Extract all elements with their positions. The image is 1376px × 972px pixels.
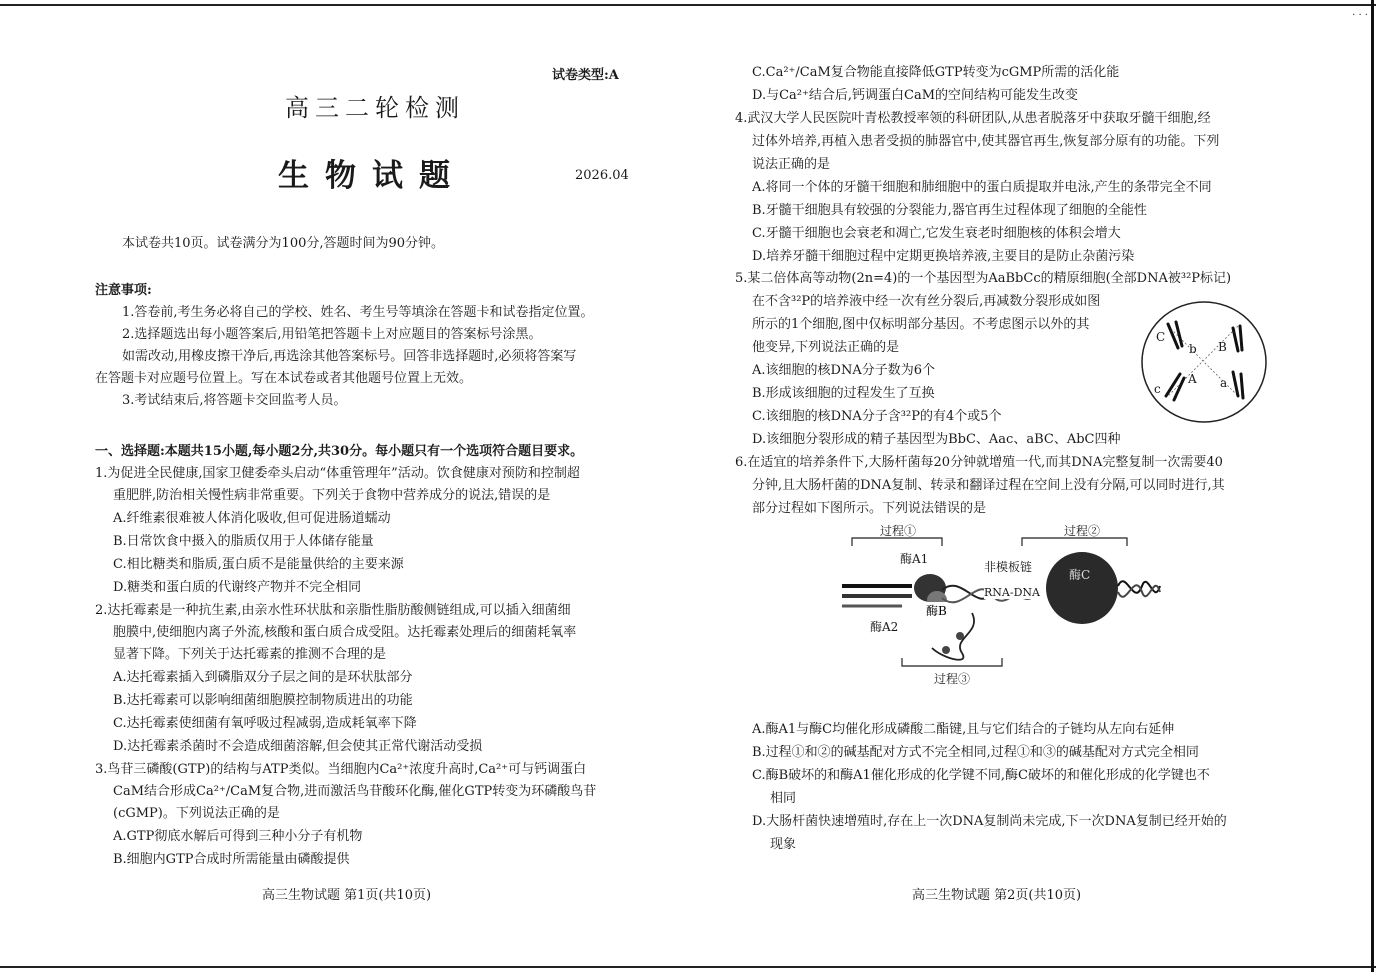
q5-option: B.形成该细胞的过程发生了互换 <box>752 386 935 401</box>
q2-stem: 2.达托霉素是一种抗生素,由亲水性环状肽和亲脂性脂肪酸侧链组成,可以插入细菌细 <box>95 603 571 618</box>
chromosome-group <box>1166 322 1243 400</box>
q4-option: A.将同一个体的牙髓干细胞和肺细胞中的蛋白质提取并电泳,产生的条带完全不同 <box>752 180 1212 195</box>
cell-membrane <box>1142 302 1266 422</box>
gene-label: a <box>1220 376 1228 390</box>
q2-option: D.达托霉素杀菌时不会造成细菌溶解,但会使其正常代谢活动受损 <box>113 739 483 754</box>
q4-stem: 过体外培养,再植入患者受损的肺器官中,使其器官再生,恢复部分原有的功能。下列 <box>752 134 1220 149</box>
q6-option: D.大肠杆菌快速增殖时,存在上一次DNA复制尚未完成,下一次DNA复制已经开始的 <box>752 814 1227 829</box>
q2-option: C.达托霉素使细菌有氧呼吸过程减弱,造成耗氧率下降 <box>113 716 417 731</box>
replication-svg <box>842 518 1162 688</box>
q1-option: D.糖类和蛋白质的代谢终产物并不完全相同 <box>113 580 362 595</box>
q5-stem: 所示的1个细胞,图中仅标明部分基因。不考虑图示以外的其 <box>752 317 1090 332</box>
q1-option: C.相比糖类和脂质,蛋白质不是能量供给的主要来源 <box>113 557 404 572</box>
notes-line: 2.选择题选出每小题答案后,用铅笔把答题卡上对应题目的答案标号涂黑。 <box>122 327 542 342</box>
gene-label: A <box>1188 372 1197 386</box>
q3-option: C.Ca²⁺/CaM复合物能直接降低GTP转变为cGMP所需的活化能 <box>752 65 1120 80</box>
q5-option: A.该细胞的核DNA分子数为6个 <box>752 363 935 378</box>
process2-label: 过程② <box>1064 524 1101 538</box>
gene-label: C <box>1156 330 1166 344</box>
process1-bracket <box>852 538 942 546</box>
gene-label: b <box>1189 342 1197 356</box>
q6-option: 现象 <box>770 837 797 852</box>
gene-label: B <box>1218 340 1227 354</box>
q5-option: C.该细胞的核DNA分子含³²P的有4个或5个 <box>752 409 1002 424</box>
q2-option: B.达托霉素可以影响细菌细胞膜控制物质进出的功能 <box>113 693 413 708</box>
q1-stem: 重肥胖,防治相关慢性病非常重要。下列关于食物中营养成分的说法,错误的是 <box>113 488 551 503</box>
chromosome <box>1233 372 1238 396</box>
enzyme-c-label: 酶C <box>1069 568 1091 582</box>
scan-edge-top <box>0 4 1376 6</box>
section-heading: 一、选择题:本题共15小题,每小题2分,共30分。每小题只有一个选项符合题目要求。 <box>95 444 584 459</box>
notes-line: 3.考试结束后,将答题卡交回监考人员。 <box>122 393 347 408</box>
intro-text: 本试卷共10页。试卷满分为100分,答题时间为90分钟。 <box>122 236 445 251</box>
q3-option: D.与Ca²⁺结合后,钙调蛋白CaM的空间结构可能发生改变 <box>752 88 1079 103</box>
q4-option: C.牙髓干细胞也会衰老和凋亡,它发生衰老时细胞核的体积会增大 <box>752 226 1121 241</box>
replication-diagram <box>842 518 1162 688</box>
footer-right: 高三生物试题 第2页(共10页) <box>912 888 1082 903</box>
q6-option: C.酶B破坏的和酶A1催化形成的化学键不同,酶C破坏的和催化形成的化学键也不 <box>752 768 1210 783</box>
q6-option: 相同 <box>770 791 797 806</box>
q2-stem: 胞膜中,使细胞内离子外流,核酸和蛋白质合成受阻。达托霉素处理后的细菌耗氧率 <box>113 625 577 640</box>
q3-option: B.细胞内GTP合成时所需能量由磷酸提供 <box>113 852 350 867</box>
meiosis-cell-diagram <box>1138 296 1273 426</box>
chromosome <box>1241 374 1243 398</box>
q3-stem: (cGMP)。下列说法正确的是 <box>113 806 280 821</box>
process2-bracket <box>1022 538 1127 546</box>
q3-stem: 3.鸟苷三磷酸(GTP)的结构与ATP类似。当细胞内Ca²⁺浓度升高时,Ca²⁺可与钙调蛋白 <box>95 762 587 777</box>
q5-stem: 5.某二倍体高等动物(2n=4)的一个基因型为AaBbCc的精原细胞(全部DNA被³²P标记) <box>735 271 1232 286</box>
q5-stem: 他变异,下列说法正确的是 <box>752 340 900 355</box>
hybrid-label: RNA-DNA <box>984 586 1040 599</box>
q6-stem: 6.在适宜的培养条件下,大肠杆菌每20分钟就增殖一代,而其DNA完整复制一次需要40 <box>735 455 1223 470</box>
process3-label: 过程③ <box>934 672 971 686</box>
notes-line: 在答题卡对应题号位置上。写在本试卷或者其他题号位置上无效。 <box>95 371 473 386</box>
cell-svg <box>1138 296 1273 426</box>
notes-title: 注意事项: <box>95 283 152 298</box>
rna-polymerase-shape <box>1046 552 1118 624</box>
nontemplate-label: 非模板链 <box>984 560 1033 574</box>
q2-stem: 显著下降。下列关于达托霉素的推测不合理的是 <box>113 647 387 662</box>
chromosome <box>1240 326 1242 350</box>
q4-option: D.培养牙髓干细胞过程中定期更换培养液,主要目的是防止杂菌污染 <box>752 249 1135 264</box>
q6-option: B.过程①和②的碱基配对方式不完全相同,过程①和③的碱基配对方式完全相同 <box>752 745 1199 760</box>
exam-type-label: 试卷类型:A <box>552 68 619 83</box>
gene-label: c <box>1154 382 1161 396</box>
enzyme-a2-label: 酶A2 <box>870 620 899 634</box>
q6-option: A.酶A1与酶C均催化形成磷酸二酯键,且与它们结合的子链均从左向右延伸 <box>752 722 1175 737</box>
ribosome-shape <box>942 646 950 654</box>
process1-label: 过程① <box>880 524 917 538</box>
exam-date: 2026.04 <box>575 168 629 183</box>
q1-option: B.日常饮食中摄入的脂质仅用于人体储存能量 <box>113 534 374 549</box>
mrna-strand <box>932 613 974 660</box>
scan-edge-right <box>1371 0 1374 972</box>
q2-option: A.达托霉素插入到磷脂双分子层之间的是环状肽部分 <box>113 670 413 685</box>
q1-stem: 1.为促进全民健康,国家卫健委牵头启动“体重管理年”活动。饮食健康对预防和控制超 <box>95 466 580 481</box>
notes-line: 如需改动,用橡皮擦干净后,再选涂其他答案标号。回答非选择题时,必须将答案写 <box>122 349 577 364</box>
enzyme-b-label: 酶B <box>926 604 947 618</box>
q3-option: A.GTP彻底水解后可得到三种小分子有机物 <box>113 829 363 844</box>
subject-title: 生物试题 <box>278 158 466 194</box>
q5-option: D.该细胞分裂形成的精子基因型为BbC、Aac、aBC、AbC四种 <box>752 432 1121 447</box>
q4-stem: 说法正确的是 <box>752 157 831 172</box>
ribosome-shape <box>956 632 964 640</box>
q4-stem: 4.武汉大学人民医院叶青松教授率领的科研团队,从患者脱落牙中获取牙髓干细胞,经 <box>735 111 1211 126</box>
q6-stem: 分钟,且大肠杆菌的DNA复制、转录和翻译过程在空间上没有分隔,可以同时进行,其 <box>752 478 1225 493</box>
q5-stem: 在不含³²P的培养液中经一次有丝分裂后,再减数分裂形成如图 <box>752 294 1101 309</box>
notes-line: 1.答卷前,考生务必将自己的学校、姓名、考生号等填涂在答题卡和试卷指定位置。 <box>122 305 594 320</box>
exam-title: 高三二轮检测 <box>285 94 465 122</box>
chromosome <box>1233 328 1238 351</box>
q4-option: B.牙髓干细胞具有较强的分裂能力,器官再生过程体现了细胞的全能性 <box>752 203 1147 218</box>
q6-stem: 部分过程如下图所示。下列说法错误的是 <box>752 501 987 516</box>
scan-edge-bottom <box>0 966 1376 968</box>
q1-option: A.纤维素很难被人体消化吸收,但可促进肠道蠕动 <box>113 511 391 526</box>
enzyme-a1-label: 酶A1 <box>900 552 929 566</box>
edge-marks: · · · <box>1352 10 1368 21</box>
q3-stem: CaM结合形成Ca²⁺/CaM复合物,进而激活鸟苷酸环化酶,催化GTP转变为环磷酸鸟苷 <box>113 784 597 799</box>
footer-left: 高三生物试题 第1页(共10页) <box>262 888 432 903</box>
